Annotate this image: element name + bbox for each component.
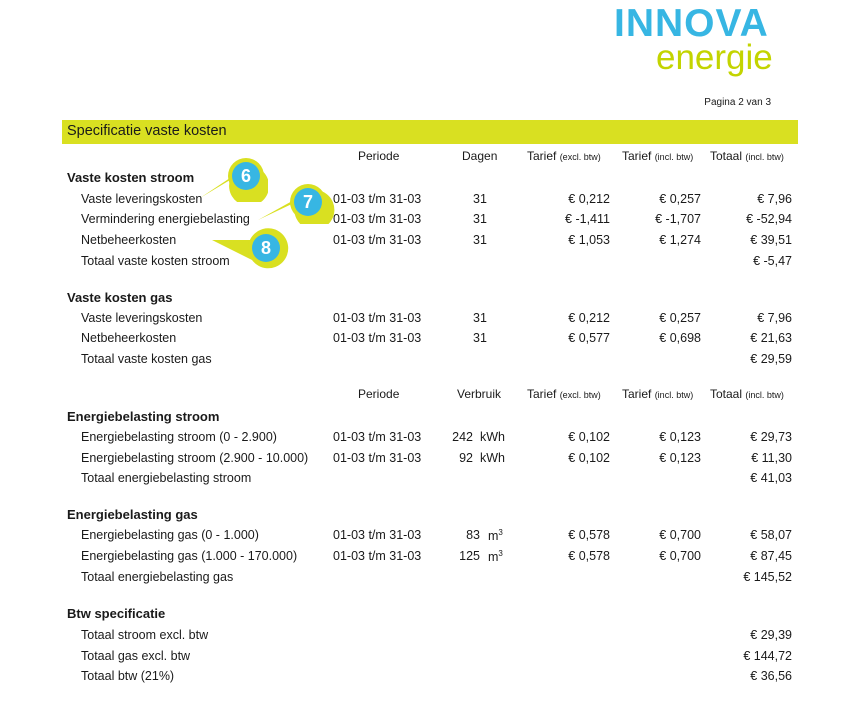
row-verbruik: 125 [459, 549, 480, 563]
row-label: Netbeheerkosten [81, 331, 177, 345]
row-dagen: 31 [473, 331, 487, 345]
row-unit: kWh [480, 451, 505, 465]
row-verbruik: 92 [459, 451, 473, 465]
row-totaal: € 87,45 [750, 549, 792, 563]
row-totaal: € 29,73 [750, 430, 792, 444]
header-periode: Periode [358, 387, 400, 401]
row-tarief-incl: € 0,123 [659, 430, 701, 444]
row-unit: $m^3$ [488, 549, 503, 565]
row-totaal: € 39,51 [750, 233, 792, 247]
row-dagen: 31 [473, 212, 487, 226]
row-tarief-incl: € -1,707 [655, 212, 701, 226]
row-periode: 01-03 t/m 31-03 [333, 192, 422, 206]
row-totaal: € 7,96 [757, 192, 792, 206]
row-tarief-excl: € 0,102 [568, 430, 610, 444]
row-dagen: 31 [473, 311, 487, 325]
row-totaal: € 11,30 [751, 451, 792, 465]
total-value: € 29,59 [750, 352, 792, 366]
section-title-btw: Btw specificatie [67, 606, 166, 621]
callout-7-label: 7 [302, 192, 314, 212]
logo-energie: energie [656, 38, 773, 77]
section-title-eb-stroom: Energiebelasting stroom [67, 409, 220, 424]
row-label: Energiebelasting gas (1.000 - 170.000) [81, 549, 298, 563]
header-totaal: Totaal (incl. btw) [710, 387, 784, 401]
row-totaal: € 29,39 [750, 628, 792, 642]
callout-7-icon [256, 180, 336, 224]
row-totaal: € 144,72 [743, 649, 792, 663]
row-tarief-incl: € 0,698 [659, 331, 701, 345]
header-tarief-excl: Tarief (excl. btw) [527, 149, 601, 163]
header-periode: Periode [358, 149, 400, 163]
section-title-gas: Vaste kosten gas [67, 290, 173, 305]
row-tarief-incl: € 0,700 [659, 528, 701, 542]
title-bar [62, 120, 798, 144]
row-label: Totaal stroom excl. btw [81, 628, 209, 642]
row-tarief-incl: € 0,257 [659, 192, 701, 206]
row-periode: 01-03 t/m 31-03 [333, 331, 422, 345]
total-label: Totaal energiebelasting gas [81, 570, 234, 584]
row-label: Vaste leveringskosten [81, 311, 203, 325]
row-unit: kWh [480, 430, 505, 444]
row-totaal: € -52,94 [746, 212, 792, 226]
row-periode: 01-03 t/m 31-03 [333, 212, 422, 226]
row-verbruik: 83 [466, 528, 480, 542]
total-value: € 145,52 [743, 570, 792, 584]
header-tarief-incl: Tarief (incl. btw) [622, 387, 694, 401]
row-label: Energiebelasting gas (0 - 1.000) [81, 528, 259, 542]
section-title-stroom: Vaste kosten stroom [67, 170, 195, 185]
row-label: Netbeheerkosten [81, 233, 177, 247]
row-periode: 01-03 t/m 31-03 [333, 311, 422, 325]
row-label: Totaal gas excl. btw [81, 649, 191, 663]
page-title: Specificatie vaste kosten [67, 123, 227, 139]
row-periode: 01-03 t/m 31-03 [333, 233, 422, 247]
total-label: Totaal vaste kosten stroom [81, 254, 230, 268]
callout-8-label: 8 [260, 238, 272, 258]
callout-6-label: 6 [240, 166, 252, 186]
row-totaal: € 36,56 [750, 669, 792, 683]
header-verbruik: Verbruik [457, 387, 502, 401]
total-label: Totaal vaste kosten gas [81, 352, 212, 366]
total-value: € -5,47 [753, 254, 792, 268]
row-periode: 01-03 t/m 31-03 [333, 528, 422, 542]
row-totaal: € 21,63 [750, 331, 792, 345]
row-totaal: € 7,96 [757, 311, 792, 325]
logo-innova: INNOVA [614, 2, 769, 45]
total-label: Totaal energiebelasting stroom [81, 471, 252, 485]
row-dagen: 31 [473, 192, 487, 206]
callout-8-icon [208, 228, 292, 272]
header-tarief-excl: Tarief (excl. btw) [527, 387, 601, 401]
row-verbruik: 242 [452, 430, 473, 444]
row-label: Vaste leveringskosten [81, 192, 203, 206]
row-periode: 01-03 t/m 31-03 [333, 451, 422, 465]
row-label: Energiebelasting stroom (0 - 2.900) [81, 430, 277, 444]
row-dagen: 31 [473, 233, 487, 247]
row-periode: 01-03 t/m 31-03 [333, 549, 422, 563]
page-number: Pagina 2 van 3 [704, 97, 771, 108]
row-tarief-incl: € 1,274 [659, 233, 701, 247]
row-totaal: € 58,07 [750, 528, 792, 542]
row-label: Totaal btw (21%) [81, 669, 175, 683]
header-tarief-incl: Tarief (incl. btw) [622, 149, 694, 163]
row-label: Vermindering energiebelasting [81, 212, 250, 226]
row-unit: $m^3$ [488, 528, 503, 544]
section-title-eb-gas: Energiebelasting gas [67, 507, 198, 522]
row-periode: 01-03 t/m 31-03 [333, 430, 422, 444]
row-tarief-excl: € 0,577 [568, 331, 610, 345]
row-tarief-excl: € 0,212 [568, 192, 610, 206]
row-tarief-excl: € 1,053 [568, 233, 610, 247]
row-tarief-excl: € 0,212 [568, 311, 610, 325]
row-tarief-excl: € 0,578 [568, 549, 610, 563]
row-tarief-excl: € 0,578 [568, 528, 610, 542]
row-tarief-incl: € 0,700 [659, 549, 701, 563]
total-value: € 41,03 [750, 471, 792, 485]
row-label: Energiebelasting stroom (2.900 - 10.000) [81, 451, 309, 465]
row-tarief-excl: € 0,102 [568, 451, 610, 465]
row-tarief-incl: € 0,257 [659, 311, 701, 325]
header-totaal: Totaal (incl. btw) [710, 149, 784, 163]
header-dagen: Dagen [462, 149, 498, 163]
row-tarief-incl: € 0,123 [659, 451, 701, 465]
row-tarief-excl: € -1,411 [565, 212, 610, 226]
